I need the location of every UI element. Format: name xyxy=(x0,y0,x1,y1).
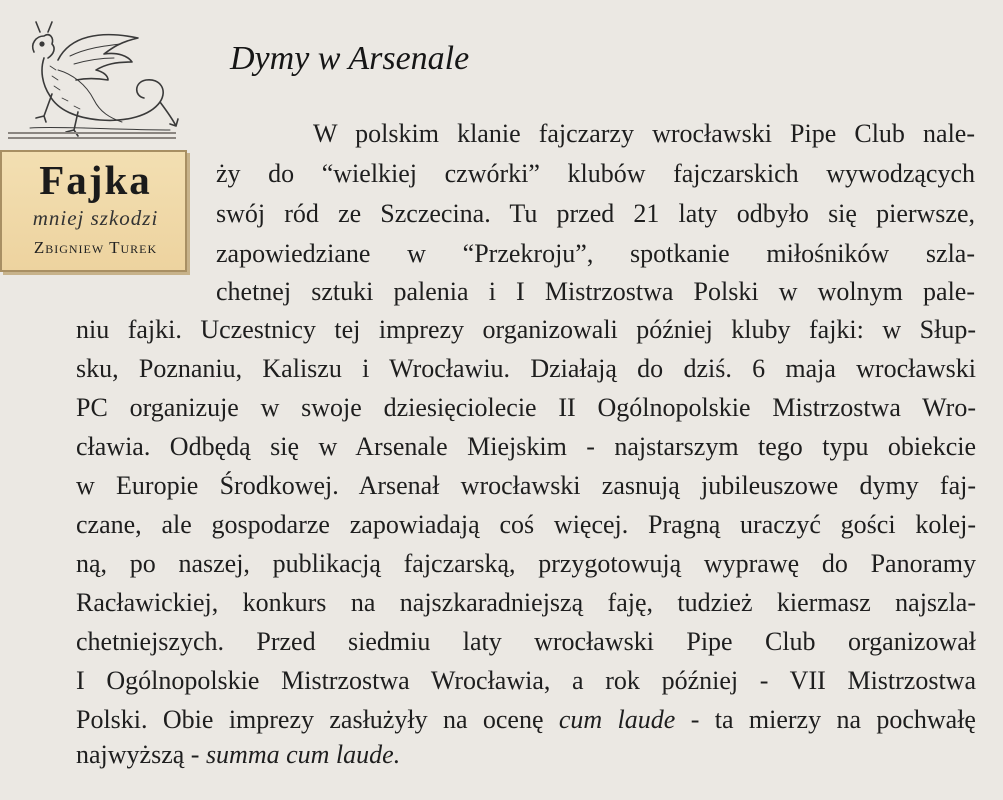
text-line xyxy=(76,703,976,737)
text-line: sku, Poznaniu, Kaliszu i Wrocławiu. Działają do dziś. 6 maja wrocławski xyxy=(76,354,976,383)
text-line: zapowiedziane w “Przekroju”, spotkanie miłośników szla- xyxy=(216,239,975,268)
column-author: Zbigniew Turek xyxy=(33,238,158,257)
column-subtitle: mniej szkodzi xyxy=(32,206,159,230)
text-line: ży do “wielkiej czwórki” klubów fajczarskich wywodzących xyxy=(216,159,975,188)
emblem-rule-top xyxy=(8,132,176,134)
text-line: niu fajki. Uczestnicy tej imprezy organizowali później kluby fajki: w Słup- xyxy=(76,315,976,344)
text-line: ną, po naszej, publikacją fajczarską, przygotowują wyprawę do Panoramy xyxy=(76,549,976,578)
text-line: w Europie Środkowej. Arsenał wrocławski zasnują jubileuszowe dymy faj- xyxy=(76,471,976,500)
text-line: czane, ale gospodarze zapowiadają coś więcej. Pragną uraczyć gości kolej- xyxy=(76,510,976,539)
dragon-emblem-icon xyxy=(0,18,185,143)
text-line: PC organizuje w swoje dziesięciolecie II Ogólnopolskie Mistrzostwa Wro- xyxy=(76,393,976,422)
text-line: cławia. Odbędą się w Arsenale Miejskim - najstarszym tego typu obiekcie xyxy=(76,432,976,461)
emblem-rule-bottom xyxy=(8,137,176,139)
article-headline: Dymy w Arsenale xyxy=(230,40,470,77)
text-line: chetnej sztuki palenia i I Mistrzostwa Polski w wolnym pale- xyxy=(216,277,975,306)
text-segment: najwyższą - xyxy=(76,740,206,769)
text-segment: - ta mierzy na pochwałę xyxy=(675,705,976,734)
text-line: Racławickiej, konkurs na najszkaradniejszą faję, tudzież kiermasz najszla- xyxy=(76,588,976,617)
text-line: W polskim klanie fajczarzy wrocławski Pipe Club nale- xyxy=(313,119,975,148)
text-line: swój ród ze Szczecina. Tu przed 21 laty odbyło się pierwsze, xyxy=(216,199,975,228)
column-title: Fajka xyxy=(39,157,152,203)
text-line: chetniejszych. Przed siedmiu laty wrocławski Pipe Club organizował xyxy=(76,627,976,656)
italic-phrase: summa cum laude. xyxy=(205,740,401,769)
text-line xyxy=(76,738,400,772)
text-segment: Polski. Obie imprezy zasłużyły na ocenę xyxy=(76,705,559,734)
text-line: I Ogólnopolskie Mistrzostwa Wrocławia, a rok później - VII Mistrzostwa xyxy=(76,666,976,695)
column-badge xyxy=(0,150,187,272)
italic-phrase: cum laude xyxy=(558,705,676,734)
